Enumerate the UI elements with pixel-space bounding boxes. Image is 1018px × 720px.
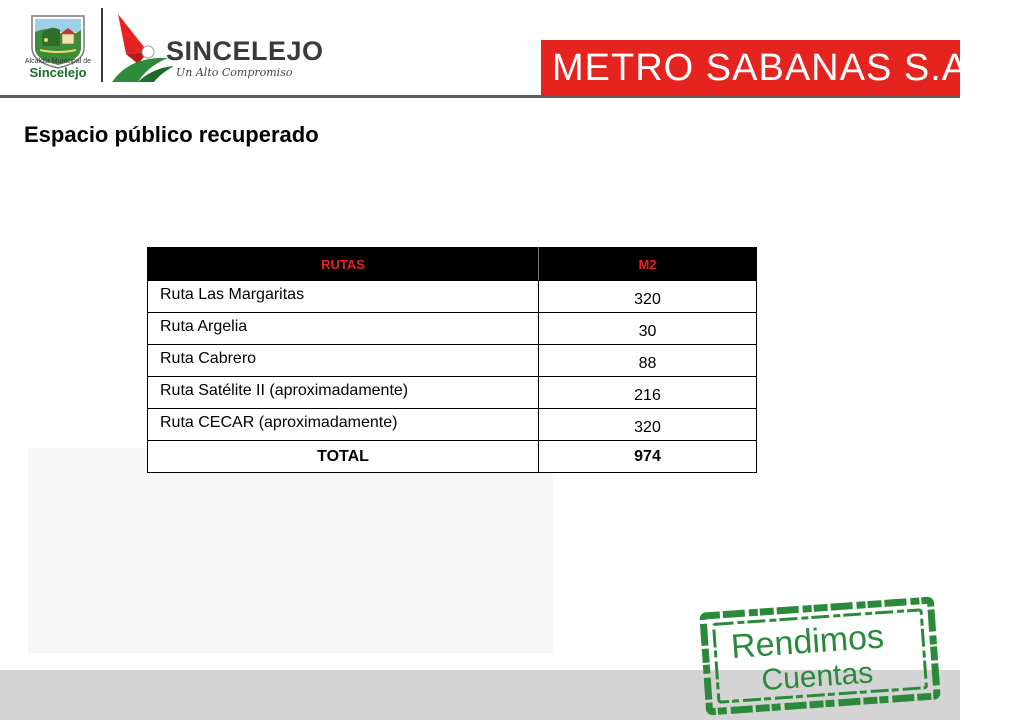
route-name: Ruta CECAR (aproximadamente): [148, 409, 539, 441]
table-row: [148, 281, 757, 313]
stamp-line-2: Cuentas: [760, 656, 875, 698]
route-name: Ruta Las Margaritas: [148, 281, 539, 313]
total-label: TOTAL: [148, 441, 539, 473]
page-title: Espacio público recuperado: [24, 122, 319, 147]
background-panel: [28, 448, 553, 653]
route-m2: 320: [539, 409, 757, 441]
total-row: [148, 441, 757, 473]
crest-label-large: Sincelejo: [29, 65, 87, 80]
city-tagline: Un Alto Compromiso: [176, 66, 293, 79]
header: [0, 0, 1018, 98]
rendimos-cuentas-stamp: [698, 598, 942, 714]
route-name: Ruta Cabrero: [148, 345, 539, 377]
header-divider: [101, 8, 103, 82]
route-m2: 88: [539, 345, 757, 377]
column-header-rutas: RUTAS: [148, 248, 539, 281]
column-header-m2: M2: [539, 248, 757, 281]
table-row: [148, 345, 757, 377]
route-name: Ruta Satélite II (aproximadamente): [148, 377, 539, 409]
city-wordmark: SINCELEJO: [166, 36, 324, 66]
route-name: Ruta Argelia: [148, 313, 539, 345]
crest-label-small: Alcaldía Municipal de: [24, 58, 92, 65]
table-header-row: [148, 248, 757, 281]
routes-table: [147, 247, 757, 473]
route-m2: 216: [539, 377, 757, 409]
table-row: [148, 377, 757, 409]
table-row: [148, 409, 757, 441]
route-m2: 30: [539, 313, 757, 345]
stamp-line-1: Rendimos: [729, 617, 886, 667]
total-value: 974: [539, 441, 757, 473]
header-rule: [0, 95, 960, 98]
table-row: [148, 313, 757, 345]
company-name: METRO SABANAS S.A.S.: [552, 47, 1018, 89]
route-m2: 320: [539, 281, 757, 313]
